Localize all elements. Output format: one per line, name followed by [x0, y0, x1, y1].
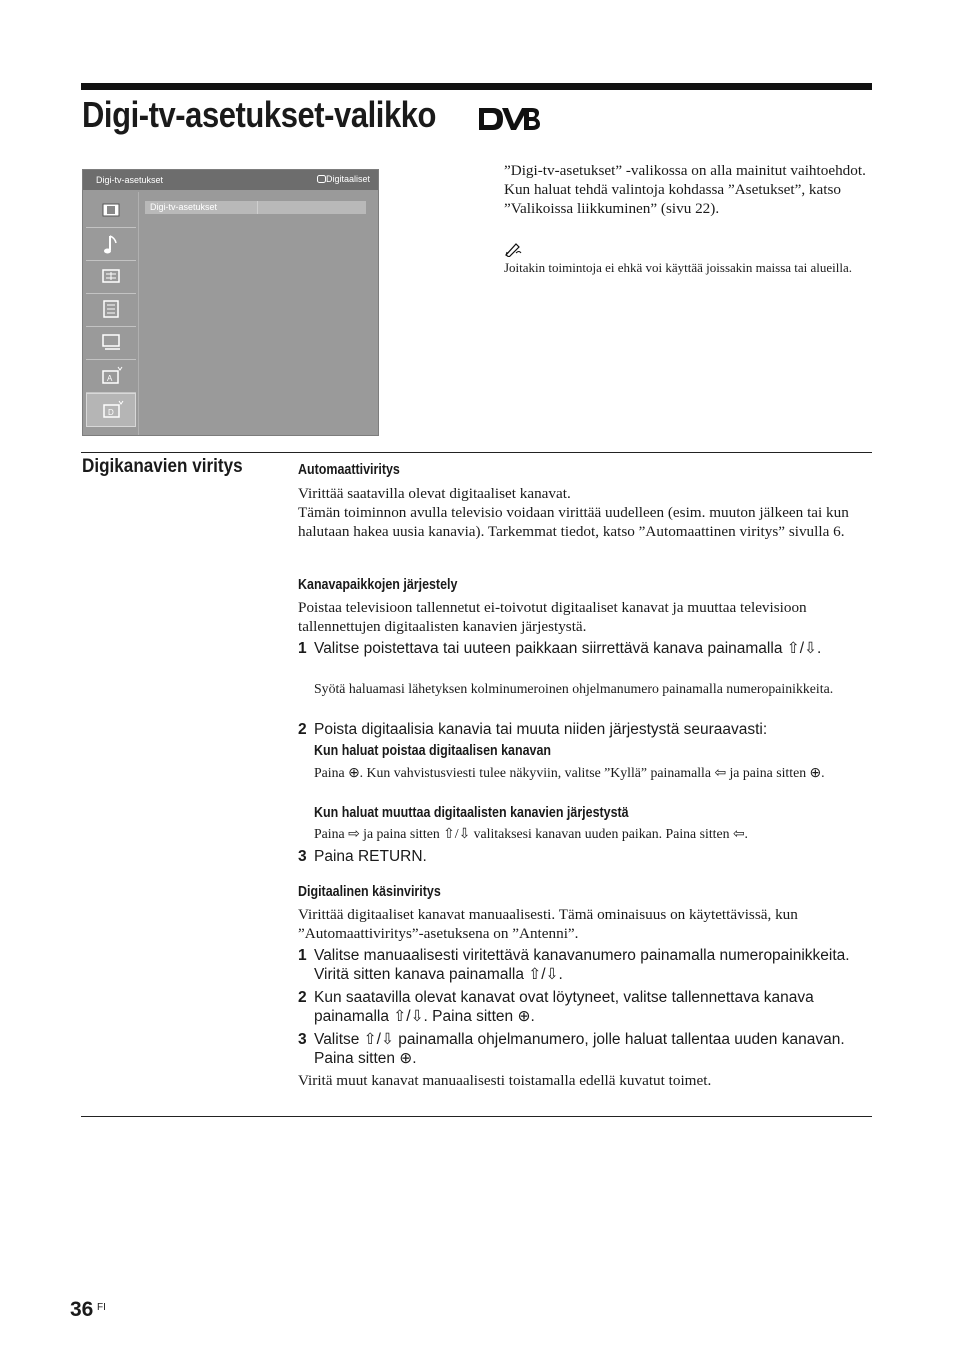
menu-item-divider: [257, 201, 258, 214]
step-number: 3: [298, 848, 307, 865]
delete-channel-heading: Kun haluat poistaa digitaalisen kanavan: [314, 743, 551, 759]
step-text: Valitse poistettava tai uuteen paikkaan siirrettävä kanava painamalla ⇧/⇩.: [314, 640, 822, 657]
title-bar-rule: [81, 83, 872, 90]
screen-sidebar: [86, 195, 138, 435]
step-text: Valitse ⇧/⇩ painamalla ohjelmanumero, jolle haluat tallentaa uuden kanavan. Paina sitten ⊕.: [314, 1031, 845, 1067]
svg-text:D: D: [108, 408, 114, 417]
delete-channel-body: Paina ⊕. Kun vahvistusviesti tulee näkyviin, valitse ”Kyllä” painamalla ⇦ ja paina sitten ⊕.: [314, 765, 825, 780]
screen-icon: [102, 267, 120, 285]
section-top-rule: [81, 452, 872, 453]
reorder-channel-body: Paina ⇨ ja paina sitten ⇧/⇩ valitaksesi kanavan uuden paikan. Paina sitten ⇦.: [314, 826, 748, 841]
sound-icon: [102, 234, 120, 256]
sidebar-pc[interactable]: [86, 327, 136, 360]
picture-icon: [102, 201, 120, 219]
manual-step-2: [298, 988, 874, 1028]
auto-tuning-body: Virittää saatavilla olevat digitaaliset kanavat. Tämän toiminnon avulla televisio voidaan virittää uudelleen (esim. muuton jälkeen tai kun halutaan hakea uusia kanavia). Tarkemmat tiedot, katso ”Automaattinen viritys” sivulla 6.: [298, 485, 849, 540]
step-text: Kun saatavilla olevat kanavat ovat löytyneet, valitse tallennettava kanava painamalla ⇧/⇩. Paina sitten ⊕.: [314, 989, 814, 1025]
manual-step-1: [298, 946, 874, 986]
intro-text: ”Digi-tv-asetukset” -valikossa on alla mainitut vaihtoehdot. Kun haluat tehdä valintoja kohdassa ”Asetukset”, katso ”Valikoissa liikkuminen” (sivu 22).: [504, 162, 866, 217]
section-title: Digikanavien viritys: [82, 456, 243, 477]
tv-mode-icon: [317, 175, 326, 183]
manual-tuning-body: Virittää digitaaliset kanavat manuaalisesti. Tämä ominaisuus on käytettävissä, kun ”Automaattiviritys”-asetuksena on ”Antenni”.: [298, 906, 798, 942]
sort-step-2: [298, 720, 874, 740]
auto-tuning-heading: Automaattiviritys: [298, 462, 400, 478]
dvb-logo-icon: [476, 104, 540, 134]
page-number: 36: [70, 1298, 94, 1321]
step-number: 2: [298, 989, 307, 1006]
step-number: 1: [298, 947, 307, 964]
step-number: 2: [298, 721, 307, 738]
step-number: 3: [298, 1031, 307, 1048]
sort-step-1-note: Syötä haluamasi lähetyksen kolminumeroinen ohjelmanumero painamalla numeropainikkeita.: [314, 681, 834, 696]
section-bottom-rule: [81, 1116, 872, 1117]
step-text: Valitse manuaalisesti viritettävä kanavanumero painamalla numeropainikkeita. Viritä sitten kanava painamalla ⇧/⇩.: [314, 947, 850, 983]
sort-step-3: [298, 847, 874, 867]
sidebar-screen[interactable]: [86, 261, 136, 294]
screen-header: [83, 170, 378, 190]
page-language: FI: [97, 1302, 106, 1313]
analog-setup-icon: [102, 366, 124, 386]
pc-icon: [102, 333, 122, 351]
step-text: Poista digitaalisia kanavia tai muuta niiden järjestystä seuraavasti:: [314, 721, 768, 738]
sidebar-sound[interactable]: [86, 228, 136, 261]
manual-step-3: [298, 1030, 874, 1070]
sidebar-features[interactable]: [86, 294, 136, 327]
svg-text:A: A: [107, 374, 113, 383]
note-text: Joitakin toimintoja ei ehkä voi käyttää joissakin maissa tai alueilla.: [504, 260, 853, 275]
sidebar-digital-setup[interactable]: [86, 393, 136, 427]
sort-step-1: [298, 639, 874, 679]
screen-header-mode: Digitaaliset: [325, 174, 370, 184]
channel-sort-body: Poistaa televisioon tallennetut ei-toivotut digitaaliset kanavat ja muuttaa televisioon tallennettujen digitaalisten kanavien järjestystä.: [298, 599, 807, 635]
step-text: Paina RETURN.: [314, 848, 427, 865]
channel-sort-heading: Kanavapaikkojen järjestely: [298, 577, 458, 593]
manual-tuning-footer: Viritä muut kanavat manuaalisesti toistamalla edellä kuvatut toimet.: [298, 1072, 712, 1089]
screen-menu-item[interactable]: [145, 201, 366, 214]
screen-header-right: [317, 174, 370, 184]
digital-setup-icon: [103, 400, 125, 420]
sidebar-divider: [138, 192, 139, 435]
sidebar-analog-setup[interactable]: [86, 360, 136, 393]
tv-menu-screen: [82, 169, 379, 436]
screen-menu-item-label: Digi-tv-asetukset: [150, 202, 218, 212]
reorder-channel-heading: Kun haluat muuttaa digitaalisten kanavien järjestystä: [314, 805, 629, 821]
manual-tuning-heading: Digitaalinen käsinviritys: [298, 884, 441, 900]
screen-header-title: Digi-tv-asetukset: [96, 175, 164, 185]
note-pencil-icon: [504, 241, 524, 257]
page-title: Digi-tv-asetukset-valikko: [82, 94, 437, 135]
step-number: 1: [298, 640, 307, 657]
sidebar-picture[interactable]: [86, 195, 136, 228]
features-icon: [102, 300, 120, 318]
